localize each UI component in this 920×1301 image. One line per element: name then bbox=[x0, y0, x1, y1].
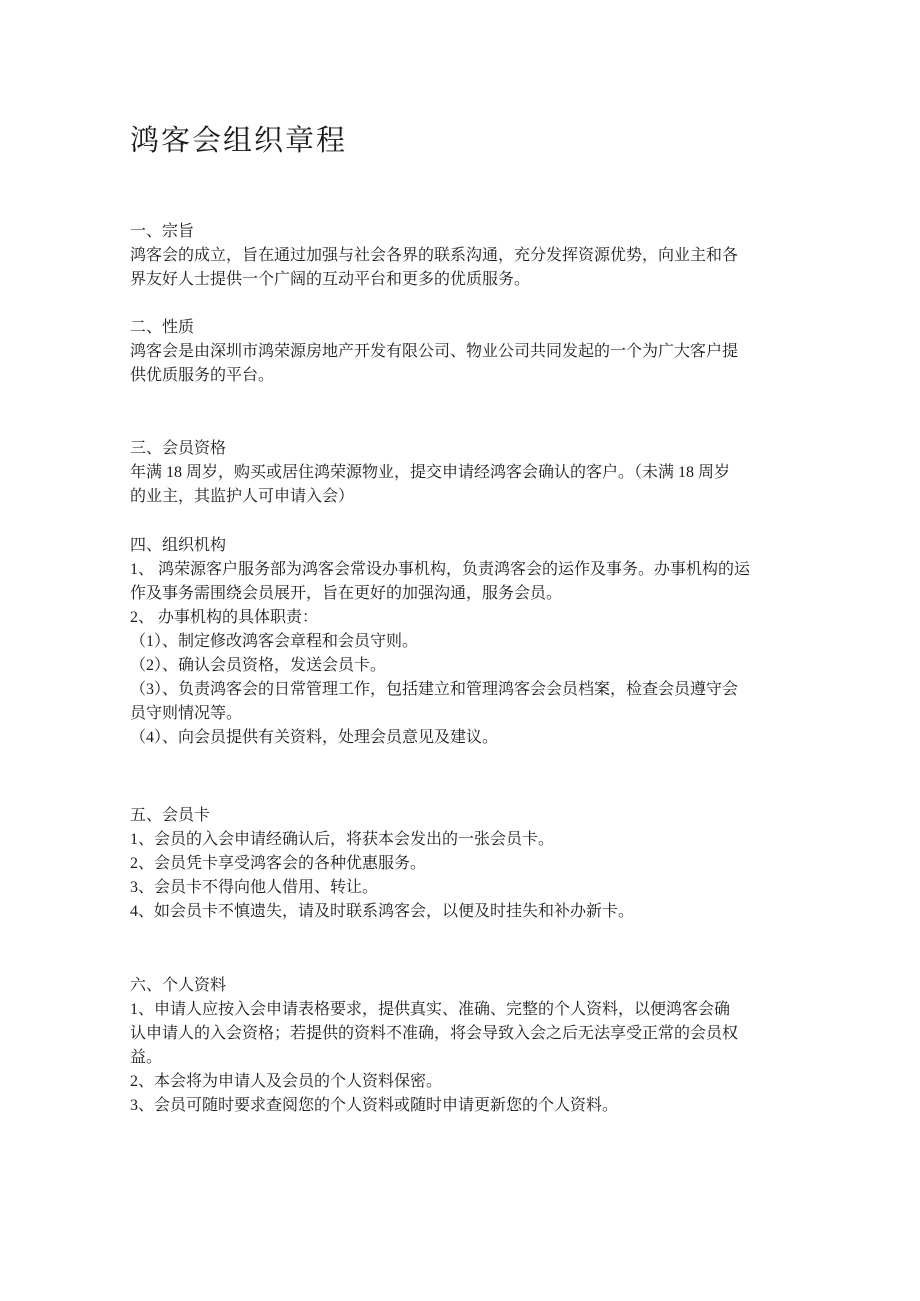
text-line: 界友好人士提供一个广阔的互动平台和更多的优质服务。 bbox=[130, 271, 531, 288]
text-line: 供优质服务的平台。 bbox=[130, 367, 275, 384]
text-line: 4、如会员卡不慎遗失，请及时联系鸿客会，以便及时挂失和补办新卡。 bbox=[130, 903, 635, 920]
section-heading: 三、会员资格 bbox=[130, 440, 227, 457]
section-heading: 二、性质 bbox=[130, 319, 195, 336]
section-heading: 一、宗旨 bbox=[130, 223, 195, 240]
text-line: 2、 办事机构的具体职责： bbox=[130, 609, 319, 626]
text-line: 认申请人的入会资格；若提供的资料不准确，将会导致入会之后无法享受正常的会员权 bbox=[130, 1025, 739, 1042]
text-line: （3）、负责鸿客会的日常管理工作，包括建立和管理鸿客会会员档案，检查会员遵守会 bbox=[130, 681, 739, 698]
text-line: 1、申请人应按入会申请表格要求，提供真实、准确、完整的个人资料，以便鸿客会确 bbox=[130, 1001, 731, 1018]
text-line: 的业主，其监护人可申请入会） bbox=[130, 488, 355, 505]
document-title: 鸿客会组织章程 bbox=[130, 125, 348, 157]
text-line: 员守则情况等。 bbox=[130, 705, 243, 722]
section-heading: 五、会员卡 bbox=[130, 807, 211, 824]
section-personal bbox=[130, 974, 800, 1118]
section-nature bbox=[130, 316, 800, 388]
text-line: 2、会员凭卡享受鸿客会的各种优惠服务。 bbox=[130, 855, 427, 872]
section-card bbox=[130, 804, 800, 924]
text-line: （2）、确认会员资格，发送会员卡。 bbox=[130, 657, 387, 674]
section-eligibility bbox=[130, 437, 800, 509]
text-line: 益。 bbox=[130, 1049, 163, 1066]
section-organization bbox=[130, 534, 800, 750]
section-heading: 六、个人资料 bbox=[130, 977, 227, 994]
text-line: （1）、制定修改鸿客会章程和会员守则。 bbox=[130, 633, 419, 650]
text-line: 2、本会将为申请人及会员的个人资料保密。 bbox=[130, 1073, 443, 1090]
text-line: 3、会员可随时要求查阅您的个人资料或随时申请更新您的个人资料。 bbox=[130, 1097, 619, 1114]
section-heading: 四、组织机构 bbox=[130, 537, 227, 554]
section-purpose bbox=[130, 220, 800, 292]
text-line: （4）、向会员提供有关资料，处理会员意见及建议。 bbox=[130, 729, 499, 746]
text-line: 1、会员的入会申请经确认后，将获本会发出的一张会员卡。 bbox=[130, 831, 555, 848]
text-line: 年满 18 周岁，购买或居住鸿荣源物业，提交申请经鸿客会确认的客户。（未满 18 周岁 bbox=[130, 464, 731, 481]
text-line: 鸿客会的成立，旨在通过加强与社会各界的联系沟通，充分发挥资源优势，向业主和各 bbox=[130, 247, 739, 264]
text-line: 3、会员卡不得向他人借用、转让。 bbox=[130, 879, 379, 896]
text-line: 作及事务需围绕会员展开，旨在更好的加强沟通，服务会员。 bbox=[130, 585, 563, 602]
text-line: 1、 鸿荣源客户服务部为鸿客会常设办事机构，负责鸿客会的运作及事务。办事机构的运 bbox=[130, 561, 751, 578]
text-line: 鸿客会是由深圳市鸿荣源房地产开发有限公司、物业公司共同发起的一个为广大客户提 bbox=[130, 343, 739, 360]
